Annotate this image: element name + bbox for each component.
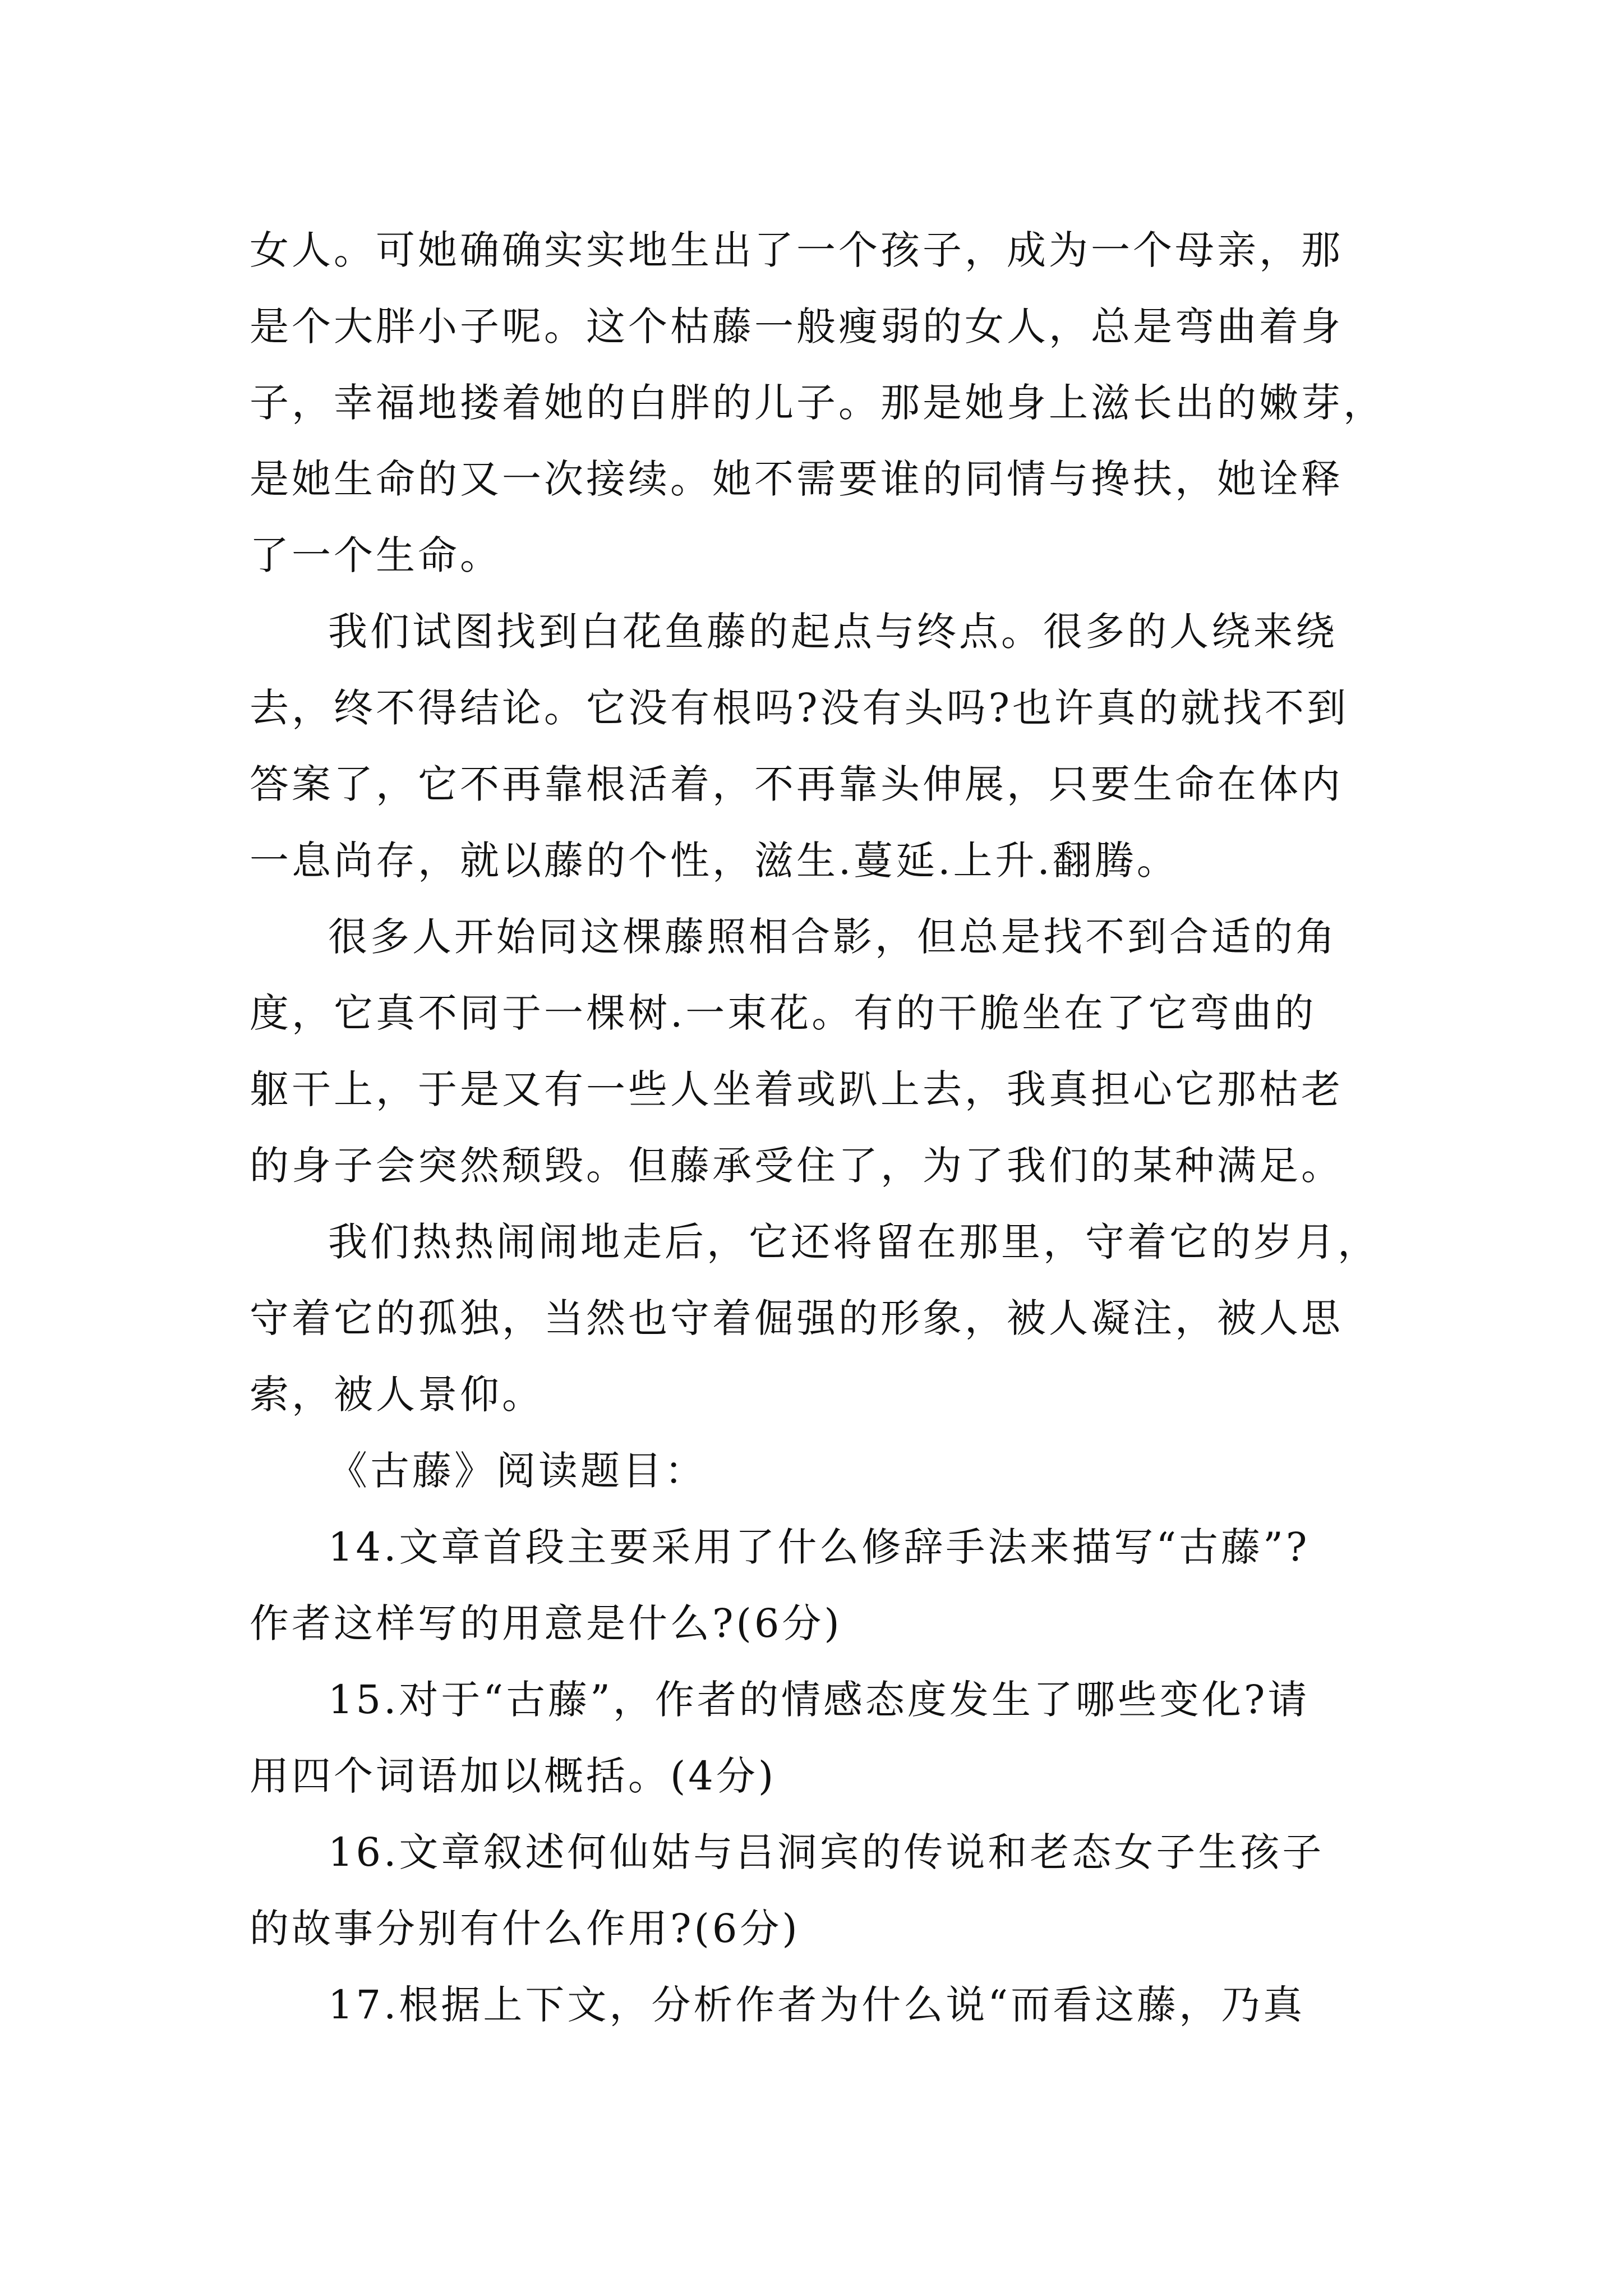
text-line: 《古藤》阅读题目：	[328, 1448, 707, 1494]
text-line: 很多人开始同这棵藤照相合影，但总是找不到合适的角	[328, 914, 1338, 960]
paragraph-4	[250, 1204, 1388, 1433]
text-line: 14.文章首段主要采用了什么修辞手法来描写“古藤”?	[328, 1524, 1310, 1570]
text-line: 17.根据上下文，分析作者为什么说“而看这藤，乃真	[328, 1982, 1306, 2028]
text-line: 16.文章叙述何仙姑与吕洞宾的传说和老态女子生孩子	[328, 1829, 1325, 1875]
text-line: 我们试图找到白花鱼藤的起点与终点。很多的人绕来绕	[328, 609, 1338, 655]
section-heading	[250, 1433, 1388, 1509]
question-16	[250, 1814, 1388, 1967]
text-line: 的身子会突然颓毁。但藤承受住了，为了我们的某种满足。	[250, 1143, 1343, 1189]
question-15	[250, 1662, 1388, 1814]
text-line: 度，它真不同于一棵树.一束花。有的干脆坐在了它弯曲的	[250, 990, 1317, 1036]
text-line: 躯干上，于是又有一些人坐着或趴上去，我真担心它那枯老	[250, 1066, 1343, 1112]
document-body	[250, 212, 1388, 2043]
text-line: 作者这样写的用意是什么?(6分)	[250, 1600, 842, 1646]
text-line: 我们热热闹闹地走后，它还将留在那里，守着它的岁月，	[328, 1219, 1380, 1265]
text-line: 子，幸福地搂着她的白胖的儿子。那是她身上滋长出的嫩芽，	[250, 380, 1385, 426]
text-line: 一息尚存，就以藤的个性，滋生.蔓延.上升.翻腾。	[250, 838, 1179, 884]
text-line: 是个大胖小子呢。这个枯藤一般瘦弱的女人，总是弯曲着身	[250, 303, 1343, 349]
text-line: 用四个词语加以概括。(4分)	[250, 1753, 777, 1799]
text-line: 15.对于“古藤”，作者的情感态度发生了哪些变化?请	[328, 1677, 1310, 1723]
paragraph-3	[250, 899, 1388, 1204]
text-line: 去，终不得结论。它没有根吗?没有头吗?也许真的就找不到	[250, 685, 1349, 731]
paragraph-2	[250, 593, 1388, 899]
question-14	[250, 1509, 1388, 1662]
text-line: 的故事分别有什么作用?(6分)	[250, 1906, 800, 1952]
question-17	[250, 1967, 1388, 2043]
paragraph-1	[250, 212, 1388, 593]
text-line: 答案了，它不再靠根活着，不再靠头伸展，只要生命在体内	[250, 761, 1343, 807]
text-line: 女人。可她确确实实地生出了一个孩子，成为一个母亲，那	[250, 227, 1343, 273]
text-line: 了一个生命。	[250, 532, 502, 578]
text-line: 是她生命的又一次接续。她不需要谁的同情与搀扶，她诠释	[250, 456, 1343, 502]
text-line: 索，被人景仰。	[250, 1372, 544, 1418]
text-line: 守着它的孤独，当然也守着倔强的形象，被人凝注，被人思	[250, 1295, 1343, 1341]
